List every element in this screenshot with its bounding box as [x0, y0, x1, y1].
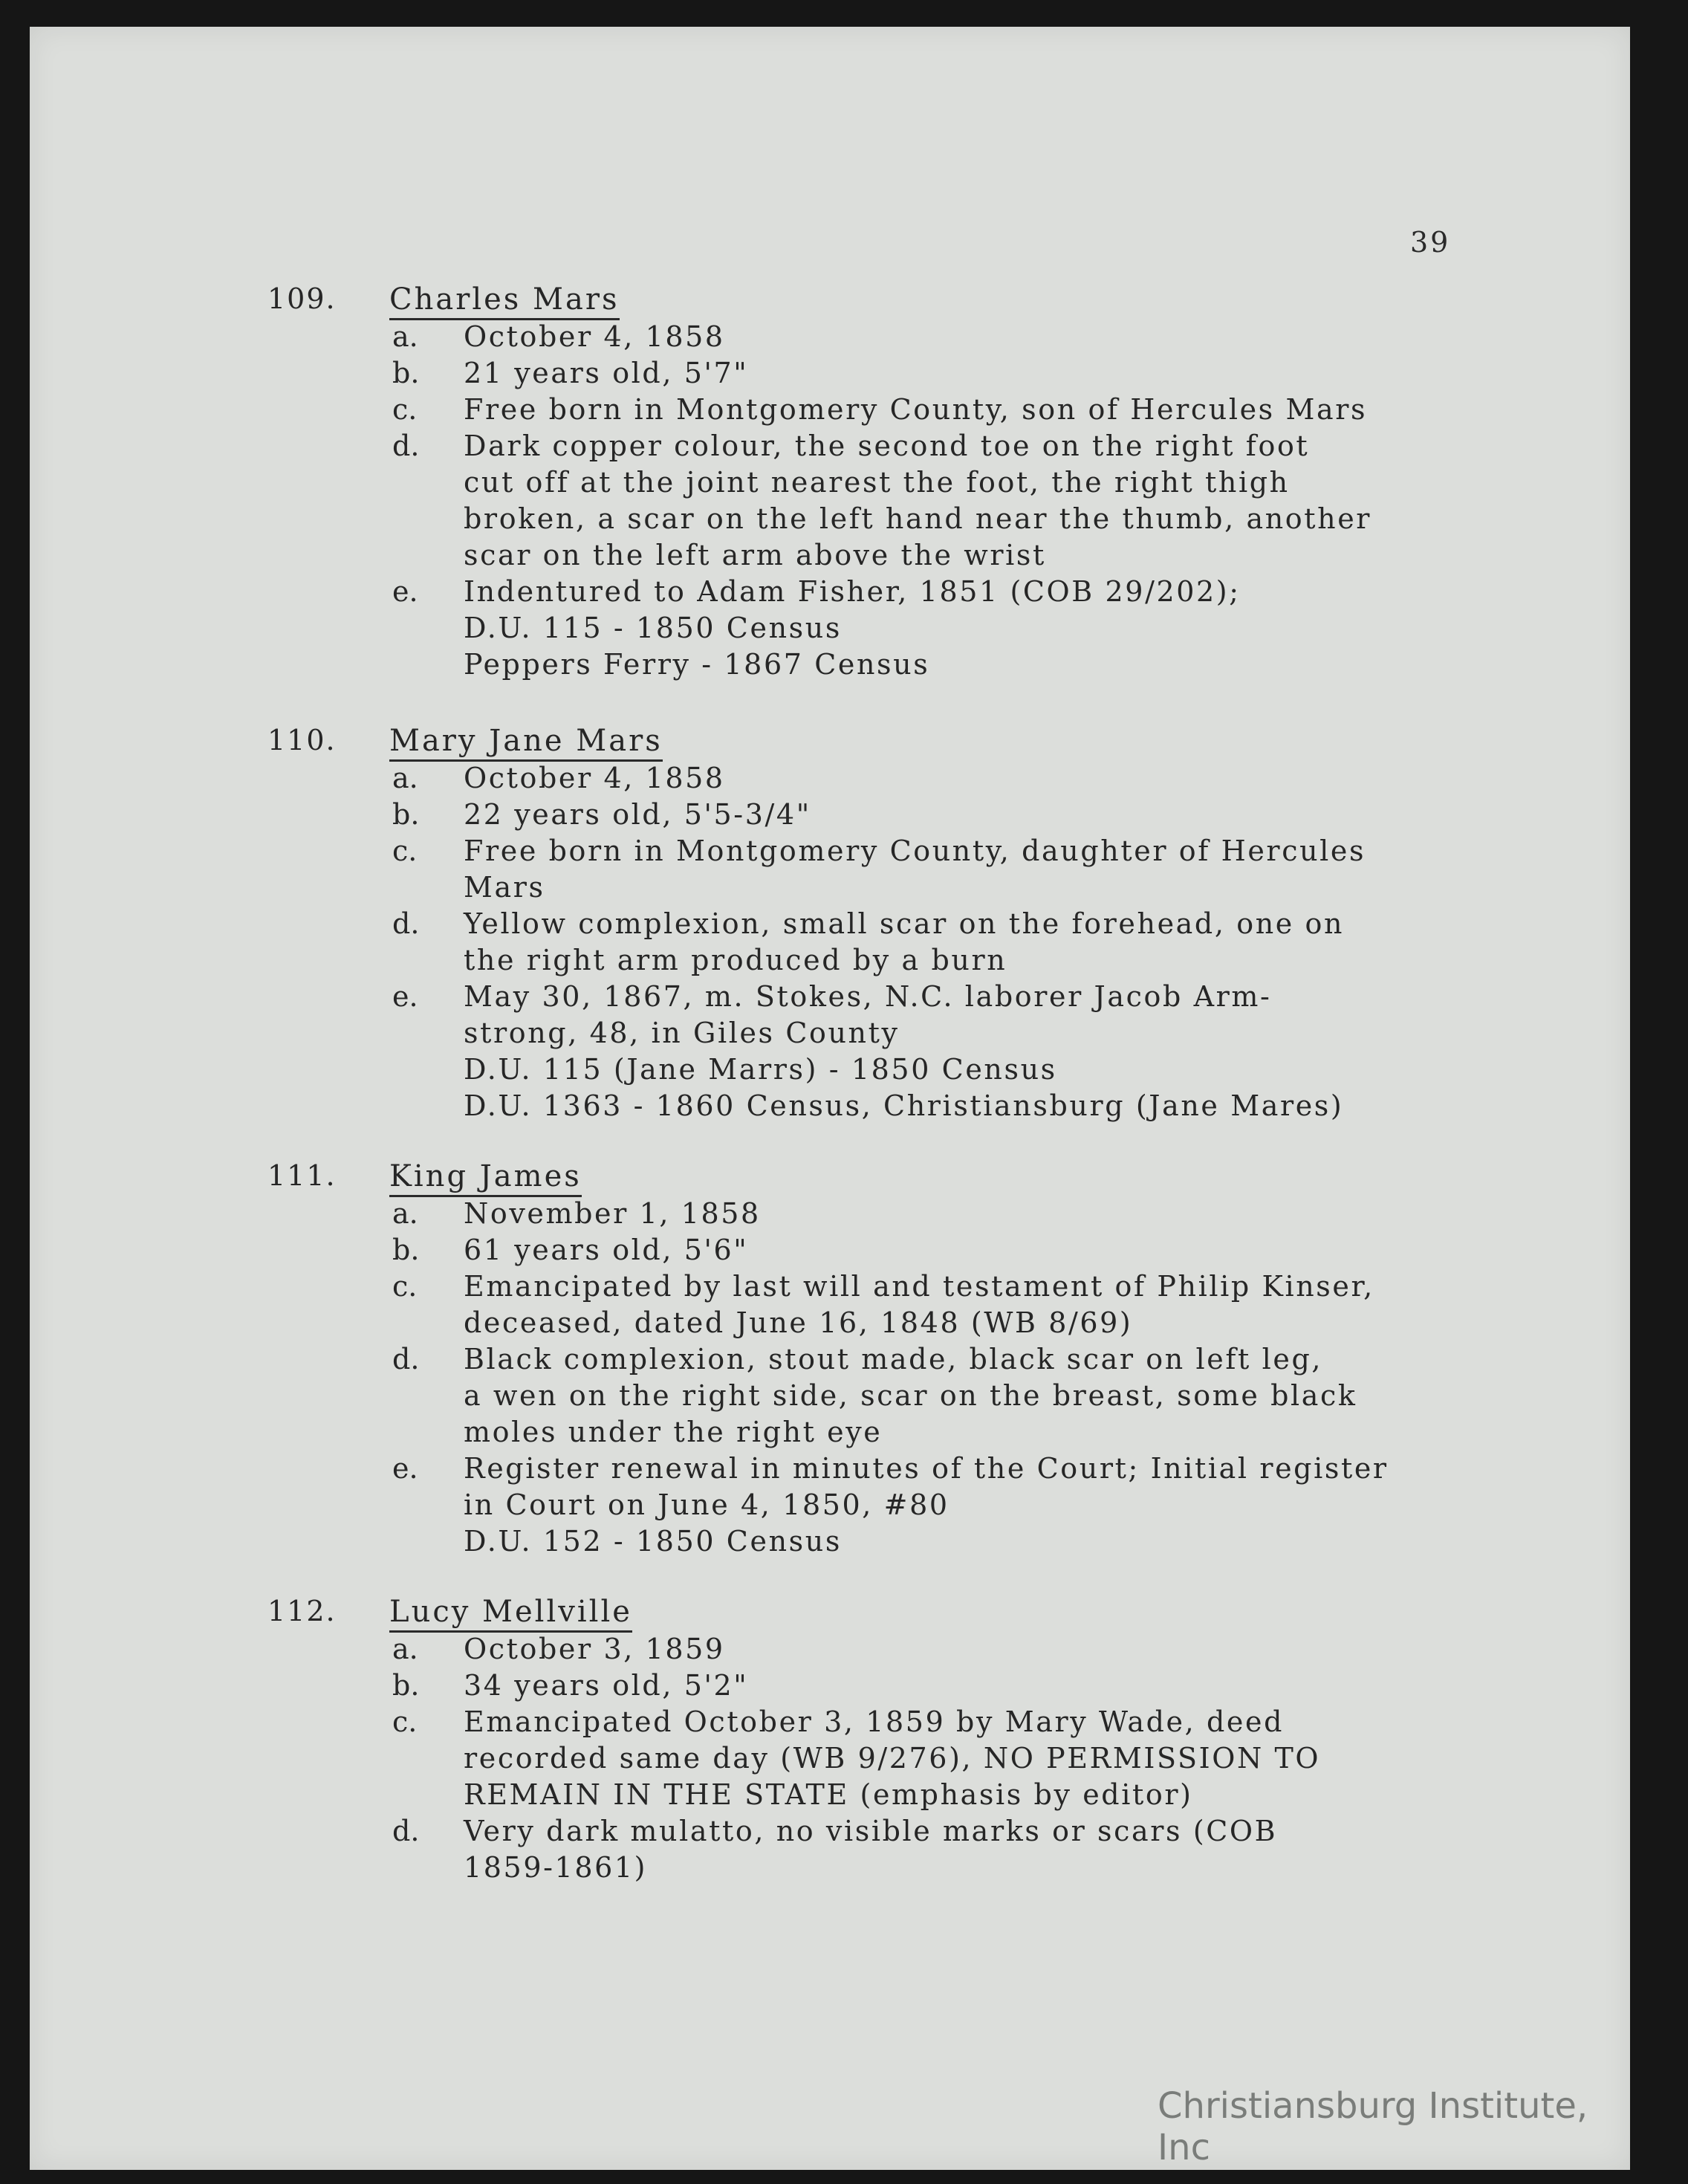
item-letter: a. — [392, 762, 418, 794]
item-text-line: November 1, 1858 — [464, 1197, 761, 1230]
item-text-line: October 4, 1858 — [464, 762, 725, 794]
entry-name: King James — [389, 1159, 582, 1197]
item-text-line: the right arm produced by a burn — [464, 944, 1007, 976]
item-letter: d. — [392, 1815, 420, 1847]
item-text-line: recorded same day (WB 9/276), NO PERMISSION TO — [464, 1742, 1321, 1775]
item-text-line: Emancipated by last will and testament of Philip Kinser, — [464, 1270, 1374, 1303]
item-text-line: Free born in Montgomery County, son of Hercules Mars — [464, 393, 1368, 426]
item-text-line: Mars — [464, 871, 545, 904]
item-text-line: in Court on June 4, 1850, #80 — [464, 1488, 950, 1521]
item-letter: b. — [392, 357, 420, 389]
item-text-line: D.U. 1363 - 1860 Census, Christiansburg (Jane Mares) — [464, 1089, 1344, 1122]
item-text-line: deceased, dated June 16, 1848 (WB 8/69) — [464, 1306, 1133, 1339]
item-text-line: Emancipated October 3, 1859 by Mary Wade, deed — [464, 1705, 1284, 1738]
item-text-line: October 4, 1858 — [464, 320, 725, 353]
entry-name: Mary Jane Mars — [389, 724, 663, 762]
item-text-line: strong, 48, in Giles County — [464, 1017, 900, 1049]
page-number: 39 — [1410, 226, 1451, 259]
item-text-line: D.U. 115 - 1850 Census — [464, 612, 842, 644]
item-letter: c. — [392, 835, 418, 867]
entry-list — [30, 27, 1630, 2170]
item-letter: c. — [392, 393, 418, 426]
item-text-line: Very dark mulatto, no visible marks or scars (COB — [464, 1815, 1278, 1847]
item-letter: d. — [392, 1343, 420, 1375]
entry-name: Charles Mars — [389, 282, 620, 320]
entry-name: Lucy Mellville — [389, 1595, 632, 1633]
item-text-line: 1859-1861) — [464, 1851, 648, 1884]
entry-number: 110. — [267, 724, 337, 756]
item-letter: a. — [392, 1633, 418, 1665]
entry-number: 109. — [267, 282, 337, 315]
item-text-line: 22 years old, 5'5-3/4" — [464, 798, 811, 831]
item-text-line: October 3, 1859 — [464, 1633, 725, 1665]
item-text-line: Black complexion, stout made, black scar on left leg, — [464, 1343, 1323, 1375]
item-text-line: scar on the left arm above the wrist — [464, 539, 1046, 571]
item-text-line: cut off at the joint nearest the foot, the right thigh — [464, 466, 1290, 499]
item-text-line: D.U. 152 - 1850 Census — [464, 1525, 842, 1558]
item-text-line: Peppers Ferry - 1867 Census — [464, 648, 930, 681]
item-letter: e. — [392, 1452, 418, 1485]
item-text-line: Yellow complexion, small scar on the forehead, one on — [464, 907, 1345, 940]
item-letter: d. — [392, 430, 420, 462]
document-page — [30, 27, 1630, 2170]
item-text-line: 34 years old, 5'2" — [464, 1669, 749, 1702]
item-text-line: broken, a scar on the left hand near the thumb, another — [464, 502, 1372, 535]
item-text-line: D.U. 115 (Jane Marrs) - 1850 Census — [464, 1053, 1057, 1086]
item-letter: b. — [392, 1234, 420, 1266]
watermark: Christiansburg Institute, Inc — [1158, 2085, 1588, 2168]
item-text-line: Register renewal in minutes of the Court; Initial register — [464, 1452, 1389, 1485]
item-letter: d. — [392, 907, 420, 940]
item-text-line: Indentured to Adam Fisher, 1851 (COB 29/202); — [464, 575, 1241, 608]
item-letter: b. — [392, 1669, 420, 1702]
item-text-line: REMAIN IN THE STATE (emphasis by editor) — [464, 1778, 1193, 1811]
item-letter: e. — [392, 980, 418, 1013]
item-letter: b. — [392, 798, 420, 831]
item-text-line: Free born in Montgomery County, daughter of Hercules — [464, 835, 1366, 867]
item-text-line: Dark copper colour, the second toe on the right foot — [464, 430, 1310, 462]
item-letter: a. — [392, 1197, 418, 1230]
item-text-line: 61 years old, 5'6" — [464, 1234, 749, 1266]
item-text-line: moles under the right eye — [464, 1416, 883, 1448]
item-letter: a. — [392, 320, 418, 353]
item-letter: c. — [392, 1705, 418, 1738]
item-letter: c. — [392, 1270, 418, 1303]
item-text-line: May 30, 1867, m. Stokes, N.C. laborer Jacob Arm- — [464, 980, 1272, 1013]
item-letter: e. — [392, 575, 418, 608]
item-text-line: a wen on the right side, scar on the breast, some black — [464, 1379, 1357, 1412]
item-text-line: 21 years old, 5'7" — [464, 357, 749, 389]
entry-number: 112. — [267, 1595, 337, 1627]
entry-number: 111. — [267, 1159, 337, 1192]
